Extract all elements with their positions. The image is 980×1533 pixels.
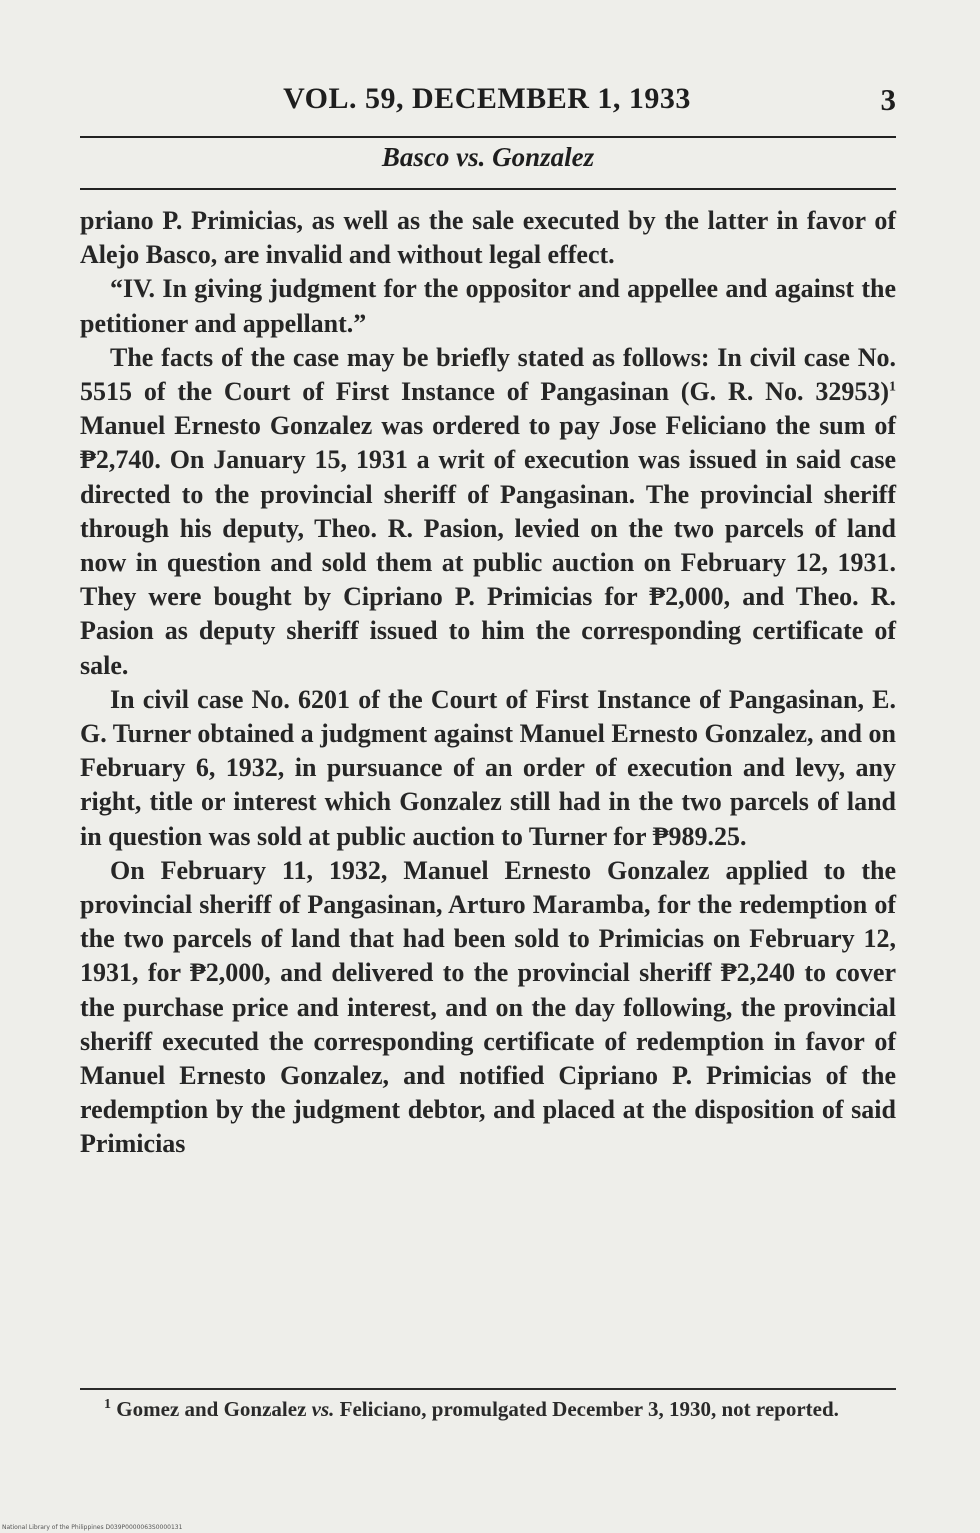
header-rule-top <box>80 136 896 138</box>
footnote-reference: 1 <box>889 379 896 395</box>
footnote-vs: vs. <box>311 1397 335 1421</box>
header-rule-bottom <box>80 188 896 190</box>
footnote <box>80 1394 896 1425</box>
paragraph-4: In civil case No. 6201 of the Court of First Instance of Pangasinan, E. G. Turner obtained a judgment against Manuel Ernesto Gonzalez, and on February 6, 1932, in pursuance of an order of execution and levy, any right, title or interest which Gonzalez still had in the two parcels of land in question was sold at public auction to Turner for ₱989.25. <box>80 684 896 851</box>
paragraph-3-start: The facts of the case may be briefly stated as follows: In civil case No. 5515 of the Court of First Instance of Pangasinan (G. R. No. 32953) <box>80 342 896 407</box>
page-header <box>78 82 896 126</box>
paragraph-5: On February 11, 1932, Manuel Ernesto Gonzalez applied to the provincial sheriff of Pangasinan, Arturo Maramba, for the redemption of the two parcels of land that had been sold to Primicias on February 12, 1931, for ₱2,000, and delivered to the provincial sheriff ₱2,240 to cover the purchase price and interest, and on the day following, the provincial sheriff executed the corresponding certificate of redemption in favor of Manuel Ernesto Gonzalez, and notified Cipriano P. Primicias of the redemption by the judgment debtor, and placed at the disposition of said Primicias <box>80 855 896 1159</box>
running-head: VOL. 59, DECEMBER 1, 1933 <box>283 82 691 115</box>
case-title: Basco vs. Gonzalez <box>381 142 595 172</box>
paragraph-2: “IV. In giving judgment for the oppositor and appellee and against the petitioner and appellant.” <box>80 274 896 338</box>
paragraph-3-rest: Manuel Ernesto Gonzalez was ordered to pay Jose Feliciano the sum of ₱2,740. On January 15, 1931 a writ of execution was issued in said case directed to the provincial sheriff of Pangasinan. The provincial sheriff through his deputy, Theo. R. Pasion, levied on the two parcels of land now in question and sold them at public auction on February 12, 1931. They were bought by Cipriano P. Primicias for ₱2,000, and Theo. R. Pasion as deputy sheriff issued to him the corresponding certificate of sale. <box>80 411 896 680</box>
page-number: 3 <box>880 82 896 117</box>
paragraph-3 <box>80 341 896 683</box>
footnote-text-before: Gomez and Gonzalez <box>111 1397 312 1421</box>
scan-watermark: National Library of the Philippines D039P0000063S0000131 <box>2 1524 183 1531</box>
paragraph-1: priano P. Primicias, as well as the sale executed by the latter in favor of Alejo Basco, are invalid and without legal effect. <box>80 206 896 270</box>
footnote-marker: 1 <box>104 1397 111 1412</box>
footnote-rule <box>80 1388 896 1390</box>
footnote-text-after: Feliciano, promulgated December 3, 1930, not reported. <box>334 1397 839 1421</box>
body-text <box>80 204 896 1162</box>
